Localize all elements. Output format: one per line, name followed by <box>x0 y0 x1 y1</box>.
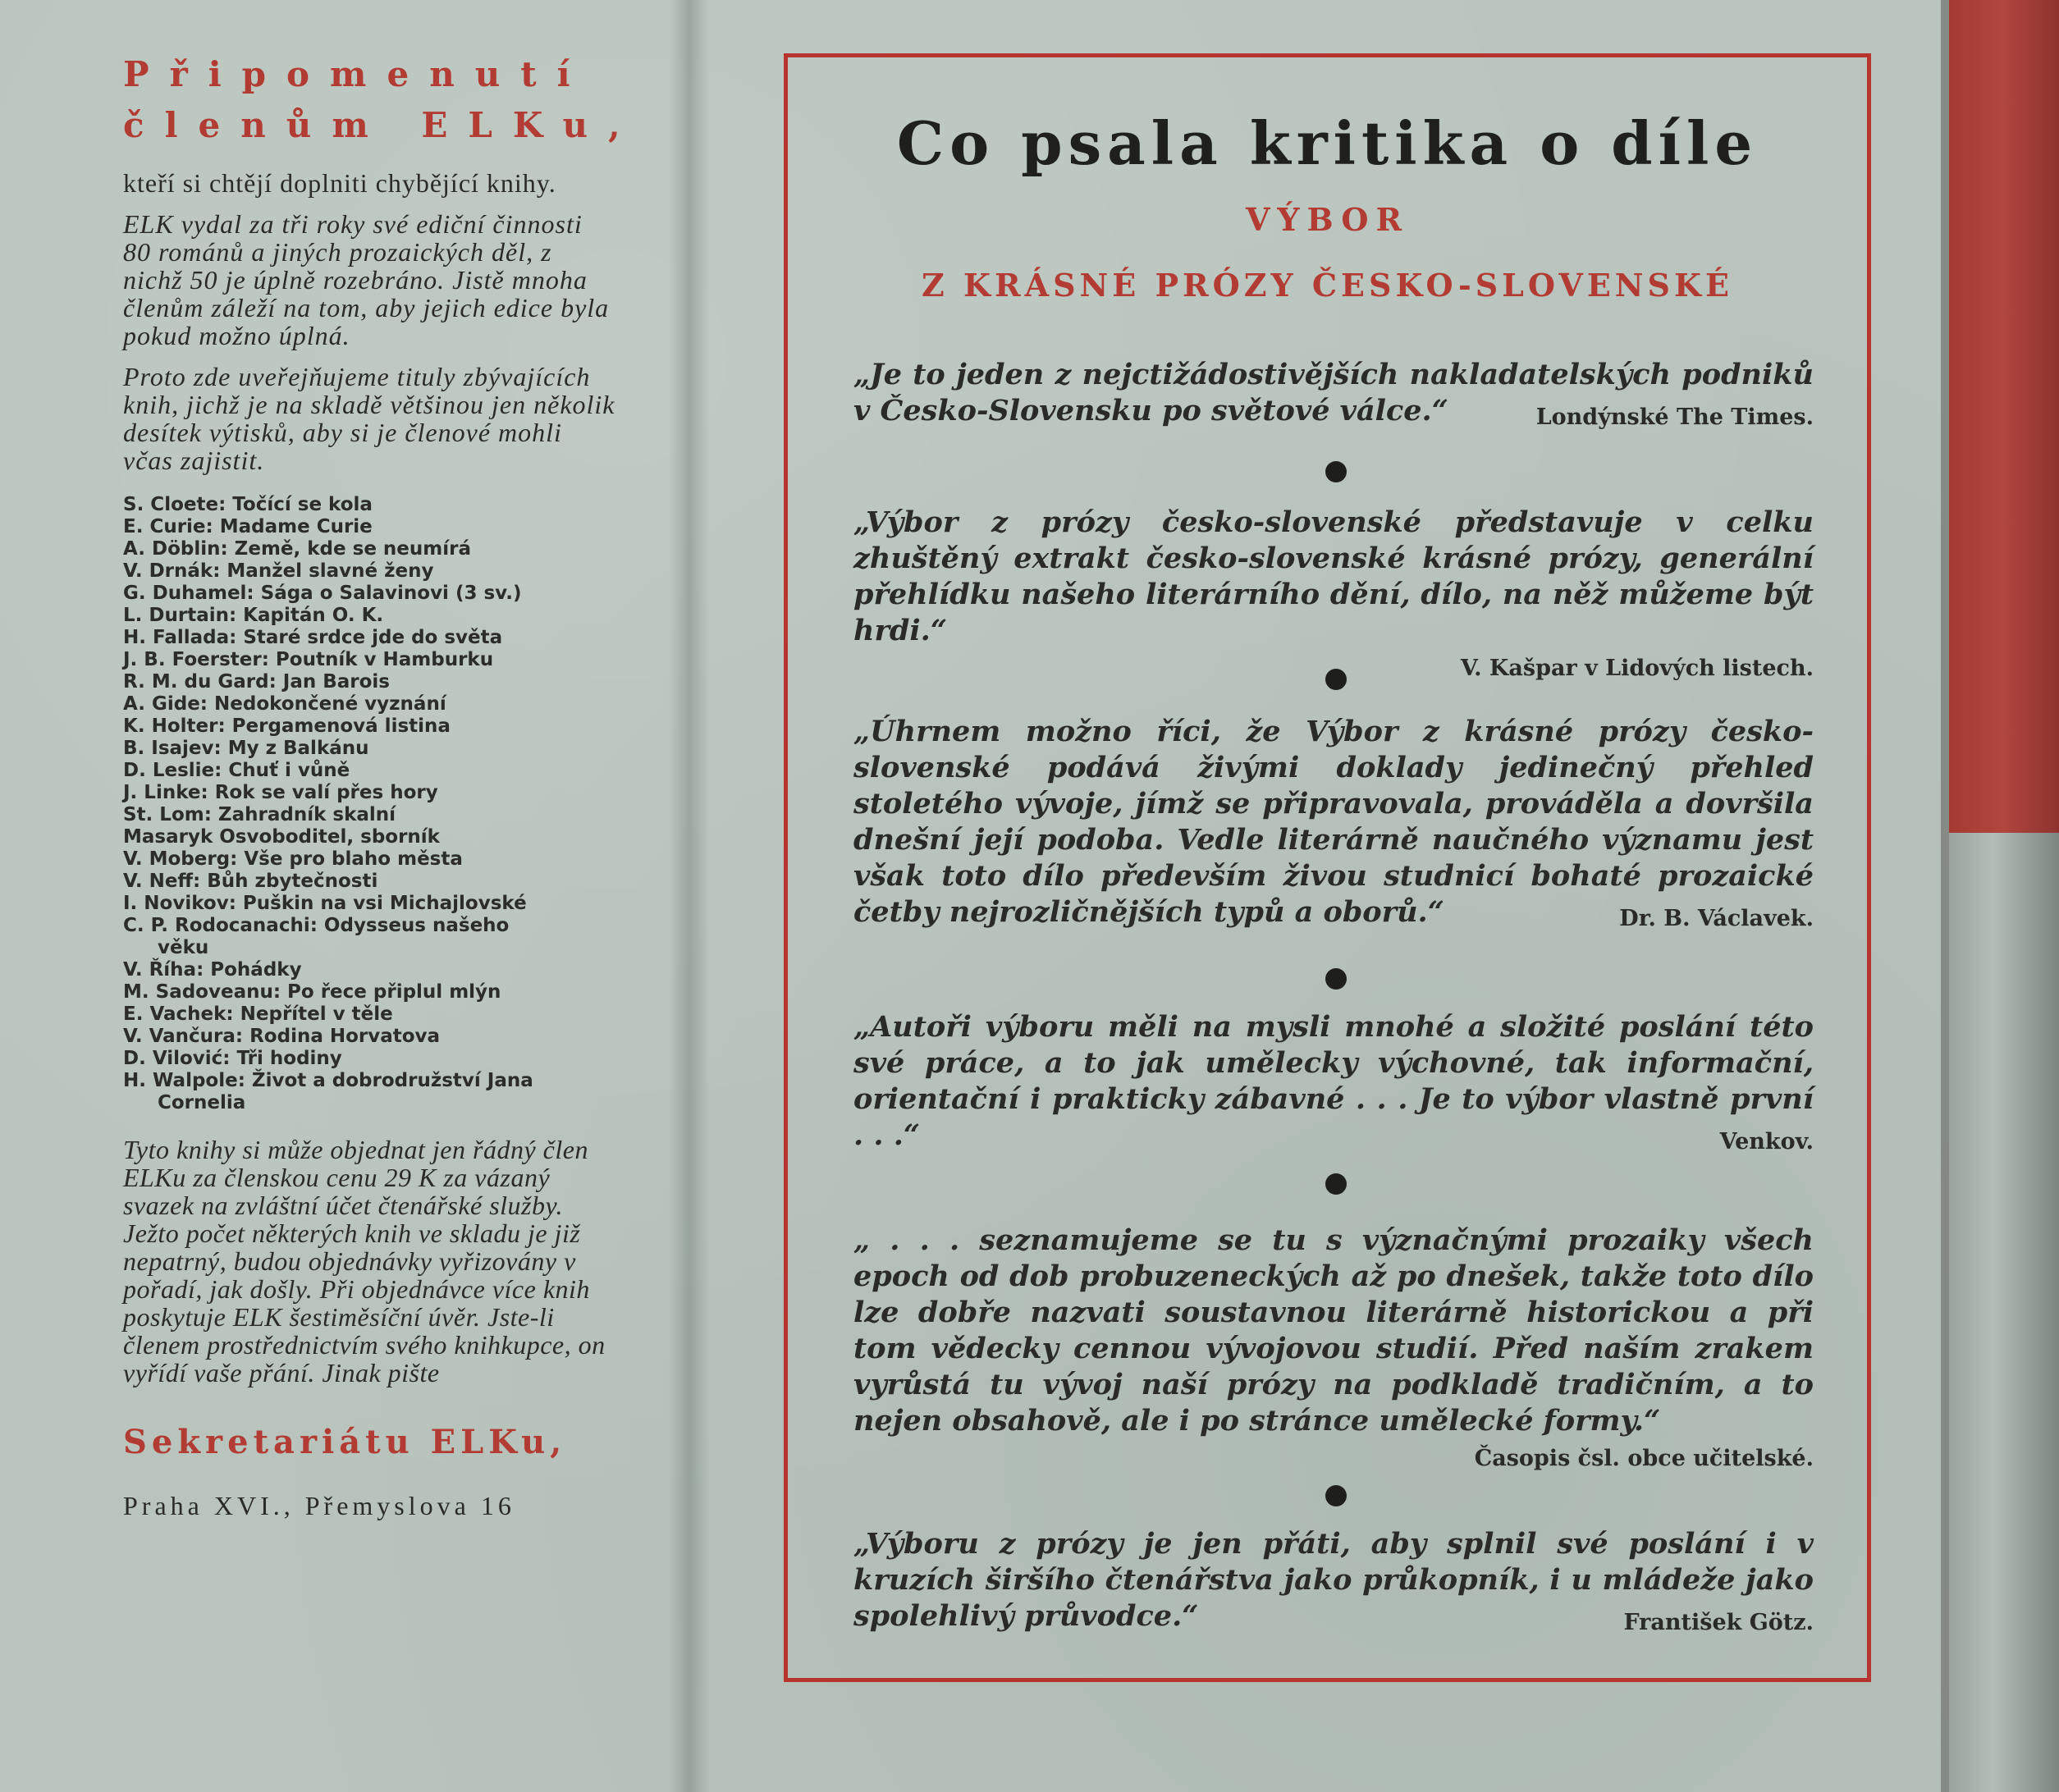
adjacent-page-red <box>1949 0 2059 833</box>
book-item: L. Durtain: Kapitán O. K. <box>123 605 384 626</box>
quote-source: Venkov. <box>1719 1129 1814 1154</box>
quote-text: „Výboru z prózy je jen přáti, aby splnil své poslání i v kruzích širšího čtenářstva jako průkopník, i u mládeže jako spolehlivý průvodce.“ <box>853 1527 1814 1633</box>
quote-text: „Je to jeden z nejctižádostivějších nakladatelských podniků v Česko-Slovensku po světové válce.“ <box>853 358 1814 427</box>
secretariat-heading: Sekretariátu ELKu, <box>123 1423 567 1461</box>
quote-text: „Úhrnem možno říci, že Výbor z krásné prózy česko-slovenské podává živými doklady jedinečný přehled stoletého vývoje, jímž se připravovala, prováděla a dovršila dnešní její podoba. Vedle literárně naučného významu jest však toto dílo především živou studnicí bohaté prozaické četby nejrozličnějších typů a oborů.“ <box>853 715 1814 929</box>
book-item: G. Duhamel: Sága o Salavinovi (3 sv.) <box>123 583 522 604</box>
quote-text: „Autoři výboru měli na mysli mnohé a složité poslání této své práce, a to jak umělecky výchovné, tak informační, orientační i prakticky zábavné . . . Je to výbor vlastně první . . .“ <box>853 1010 1814 1152</box>
book-item: H. Walpole: Život a dobrodružství Jana <box>123 1070 533 1091</box>
book-item: R. M. du Gard: Jan Barois <box>123 671 390 693</box>
address: Praha XVI., Přemyslova 16 <box>123 1491 515 1520</box>
quote-text: „Výbor z prózy česko-slovenské představuje v celku zhuštěný extrakt česko-slovenské krásné prózy, generální přehlídku našeho literárního dění, dílo, na něž můžeme být hrdi.“ <box>853 505 1814 647</box>
book-item-continuation-text: Cornelia <box>158 1092 246 1113</box>
left-paragraph-1: ELK vydal za tři roky své ediční činnosti 80 románů a jiných prozaických děl, z nichž 50 je úplně rozebráno. Jistě mnoha členům záleží na tom, aby jejich edice byla pokud možno úplná. <box>123 209 610 350</box>
book-item: I. Novikov: Puškin na vsi Michajlovské <box>123 893 527 914</box>
book-item-continuation-text: věku <box>158 937 209 958</box>
bullet-dot <box>1325 1485 1347 1506</box>
page-title: Co psala kritika o díle <box>896 108 1759 178</box>
quote-block <box>853 1526 1814 1641</box>
quote-source: V. Kašpar v Lidových listech. <box>1460 656 1814 681</box>
quote-block <box>853 1009 1814 1160</box>
quote-block <box>853 1223 1814 1477</box>
book-item: M. Sadoveanu: Po řece připlul mlýn <box>123 981 501 1003</box>
book-item: E. Vachek: Nepřítel v těle <box>123 1003 393 1025</box>
book-item: Masaryk Osvoboditel, sborník <box>123 826 440 848</box>
book-item: B. Isajev: My z Balkánu <box>123 738 369 759</box>
book-item: V. Moberg: Vše pro blaho města <box>123 848 463 870</box>
book-item: A. Döblin: Země, kde se neumírá <box>123 538 471 560</box>
left-paragraph-2: Proto zde uveřejňujeme tituly zbývajících knih, jichž je na skladě většinou jen několik desítek výtisků, aby si je členové mohli včas zajistit. <box>123 362 615 475</box>
left-intro: kteří si chtějí doplniti chybějící knihy. <box>123 168 556 198</box>
quote-source: Časopis čsl. obce učitelské. <box>1474 1446 1814 1471</box>
book-item: V. Vančura: Rodina Horvatova <box>123 1026 441 1047</box>
book-item: V. Drnák: Manžel slavné ženy <box>123 560 434 582</box>
left-heading-line2: členům ELKu, <box>123 105 641 145</box>
quote-source: Londýnské The Times. <box>1535 405 1814 430</box>
bullet-dot <box>1325 669 1347 690</box>
quote-block <box>853 714 1814 937</box>
book-list <box>123 494 615 1114</box>
book-item-continuation <box>123 1092 615 1114</box>
book-item-continuation <box>123 937 615 959</box>
book-item: St. Lom: Zahradník skalní <box>123 804 396 825</box>
quote-source: František Götz. <box>1623 1610 1814 1635</box>
quote-text: „ . . . seznamujeme se tu s význačnými prozaiky všech epoch od dob probuzeneckých až po dnešek, takže toto dílo lze dobře nazvati soustavnou literárně historickou a při tom vědecky cennou vývojovou studií. Před naším zrakem vyrůstá tu vývoj naší prózy na podkladě tradičním, a to nejen obsahově, ale i po stránce umělecké formy.“ <box>853 1223 1814 1438</box>
book-item: J. B. Foerster: Poutník v Hamburku <box>123 649 494 670</box>
book-item: V. Neff: Bůh zbytečnosti <box>123 871 378 892</box>
quote-source: Dr. B. Václavek. <box>1619 906 1814 931</box>
bullet-dot <box>1325 461 1347 482</box>
book-item: S. Cloete: Točící se kola <box>123 494 373 515</box>
book-item: A. Gide: Nedokončené vyznání <box>123 693 446 715</box>
bullet-dot <box>1325 1173 1347 1195</box>
adjacent-page-grey <box>1949 833 2059 1792</box>
bullet-dot <box>1325 968 1347 990</box>
book-item: D. Leslie: Chuť i vůně <box>123 760 350 781</box>
book-item: J. Linke: Rok se valí přes hory <box>123 782 438 803</box>
ordering-instructions: Tyto knihy si může objednat jen řádný člen ELKu za členskou cenu 29 K za vázaný svazek na zvláštní účet čtenářské služby. Ježto počet některých knih ve skladu je již nepatrný, budou objednávky vyřizovány v pořadí, jak došly. Při objednávce více knih poskytuje ELK šestiměsíční úvěr. Jste-li členem prostřednictvím svého knihkupce, on vyřídí vaše přání. Jinak pište <box>123 1135 606 1387</box>
quote-block <box>853 505 1814 687</box>
quote-block <box>853 357 1814 436</box>
left-heading-line1: Připomenutí <box>123 54 591 94</box>
book-item: C. P. Rodocanachi: Odysseus našeho <box>123 915 510 936</box>
subtitle-vybor: VÝBOR <box>1245 201 1410 238</box>
subtitle-prose: Z KRÁSNÉ PRÓZY ČESKO-SLOVENSKÉ <box>922 267 1733 304</box>
left-column <box>123 49 641 1521</box>
book-item: E. Curie: Madame Curie <box>123 516 373 537</box>
critics-frame <box>784 53 1871 1682</box>
book-item: H. Fallada: Staré srdce jde do světa <box>123 627 503 648</box>
book-item: V. Říha: Pohádky <box>123 959 302 981</box>
book-item: D. Vilović: Tři hodiny <box>123 1048 342 1069</box>
book-gutter <box>669 0 710 1792</box>
book-item: K. Holter: Pergamenová listina <box>123 715 451 737</box>
